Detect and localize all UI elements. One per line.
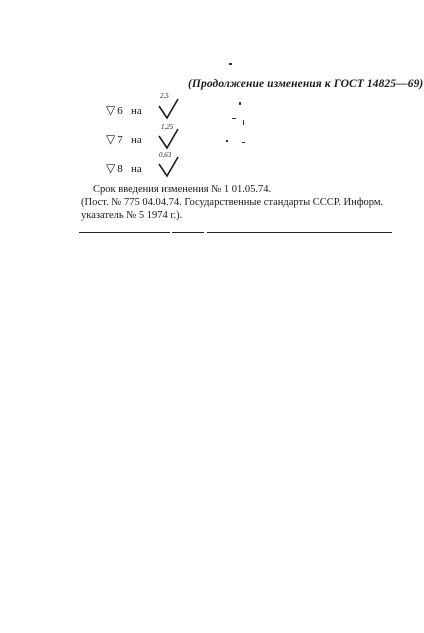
roughness-row: [106, 103, 142, 118]
roughness-word: на: [130, 105, 142, 117]
effective-date: Срок введения изменения № 1 01.05.74.: [93, 184, 272, 195]
divider-rule: [207, 232, 392, 233]
roughness-check-icon: [158, 128, 184, 150]
roughness-grade: 8: [117, 163, 123, 175]
roughness-check-icon: [158, 98, 184, 120]
roughness-class-icon: ▽: [106, 132, 116, 146]
roughness-value: 0,63: [159, 151, 172, 159]
decree-line-2: указатель № 5 1974 г.).: [81, 210, 183, 221]
roughness-symbol: [158, 92, 184, 120]
roughness-row: [106, 161, 142, 176]
roughness-row: [106, 132, 142, 147]
divider-rule: [79, 232, 170, 233]
roughness-word: на: [130, 163, 142, 175]
scan-artifact: [239, 102, 241, 105]
roughness-value: 2,5: [160, 92, 169, 100]
scan-artifact: [232, 118, 236, 119]
roughness-value: 1,25: [161, 123, 174, 131]
divider-rule: [172, 232, 204, 233]
scan-artifact: [243, 120, 244, 125]
roughness-word: на: [130, 134, 142, 146]
roughness-grade: 7: [117, 134, 123, 146]
scan-artifact: [242, 142, 245, 143]
roughness-symbol: [158, 123, 184, 150]
roughness-class-icon: ▽: [106, 161, 116, 175]
roughness-check-icon: [158, 156, 184, 178]
scan-artifact: [229, 63, 232, 65]
roughness-class-icon: ▽: [106, 103, 116, 117]
page-header: (Продолжение изменения к ГОСТ 14825—69): [188, 78, 424, 90]
roughness-symbol: [158, 151, 184, 178]
decree-line-1: (Пост. № 775 04.04.74. Государственные стандарты СССР. Информ.: [81, 197, 384, 208]
scan-artifact: [226, 140, 228, 142]
roughness-grade: 6: [117, 105, 123, 117]
